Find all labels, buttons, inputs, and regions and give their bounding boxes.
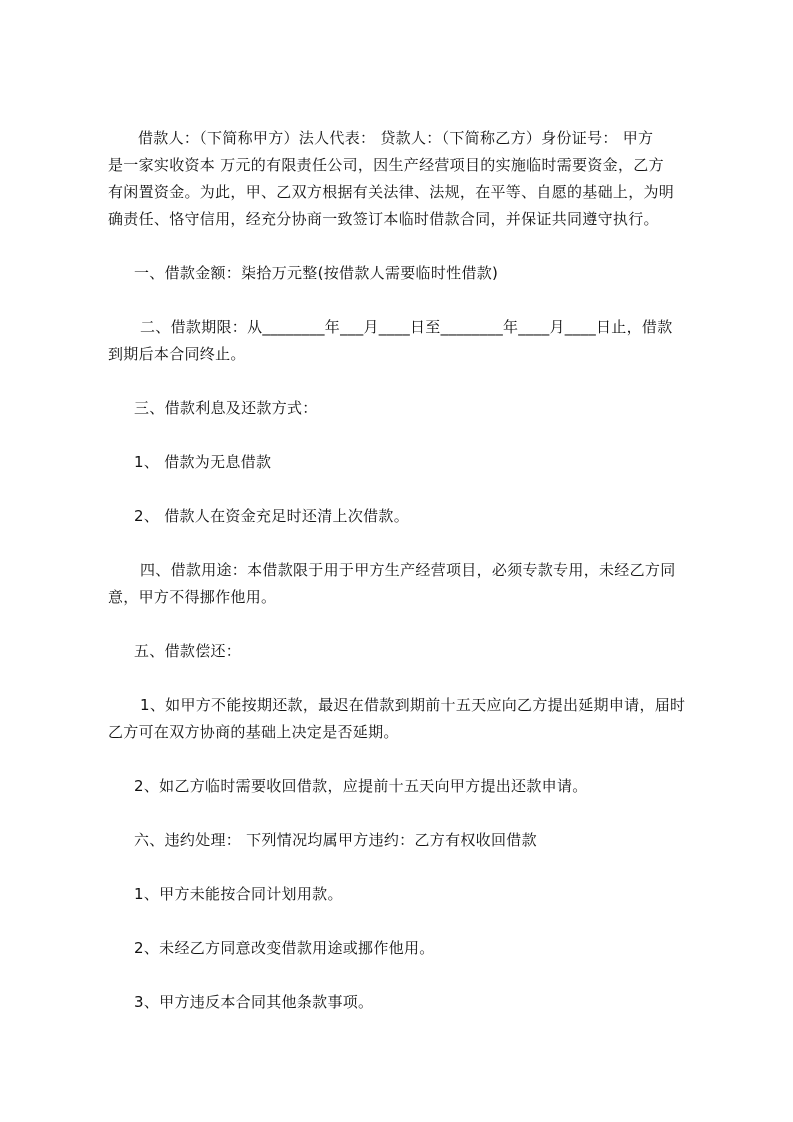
clause-6-item-1: 1、甲方未能按合同计划用款。: [134, 885, 343, 903]
intro-line-1: 借款人：（下简称甲方）法人代表： 贷款人：（下简称乙方）身份证号： 甲方: [138, 129, 654, 147]
clause-5-item-1-line-2: 乙方可在双方协商的基础上决定是否延期。: [108, 723, 399, 741]
clause-3-item-2: 2、 借款人在资金充足时还清上次借款。: [134, 507, 410, 525]
clause-6-title: 六、违约处理： 下列情况均属甲方违约：乙方有权收回借款: [134, 831, 537, 849]
clause-5-item-1-line-1: 1、如甲方不能按期还款，最迟在借款到期前十五天应向乙方提出延期申请，届时: [140, 696, 686, 714]
clause-3-title: 三、借款利息及还款方式：: [134, 399, 318, 417]
clause-4-usage-line-1: 四、借款用途：本借款限于用于甲方生产经营项目，必须专款专用，未经乙方同: [140, 561, 676, 579]
clause-5-item-2: 2、如乙方临时需要收回借款，应提前十五天向甲方提出还款申请。: [134, 777, 588, 795]
intro-line-4: 确责任、恪守信用，经充分协商一致签订本临时借款合同，并保证共同遵守执行。: [108, 210, 659, 228]
clause-6-item-3: 3、甲方违反本合同其他条款事项。: [134, 993, 374, 1011]
clause-5-title: 五、借款偿还：: [134, 642, 242, 660]
clause-2-term-line-2: 到期后本合同终止。: [108, 345, 246, 363]
intro-line-3: 有闲置资金。为此，甲、乙双方根据有关法律、法规，在平等、自愿的基础上，为明: [108, 183, 675, 201]
clause-1-amount: 一、借款金额：柒拾万元整(按借款人需要临时性借款): [134, 264, 499, 282]
clause-4-usage-line-2: 意，甲方不得挪作他用。: [108, 588, 277, 606]
clause-2-term-line-1: 二、借款期限：从________年___月____日至________年____月____日止，借款: [140, 318, 673, 336]
clause-3-item-1: 1、 借款为无息借款: [134, 453, 272, 471]
clause-6-item-2: 2、未经乙方同意改变借款用途或挪作他用。: [134, 939, 435, 957]
intro-line-2: 是一家实收资本 万元的有限责任公司，因生产经营项目的实施临时需要资金，乙方: [108, 156, 664, 174]
